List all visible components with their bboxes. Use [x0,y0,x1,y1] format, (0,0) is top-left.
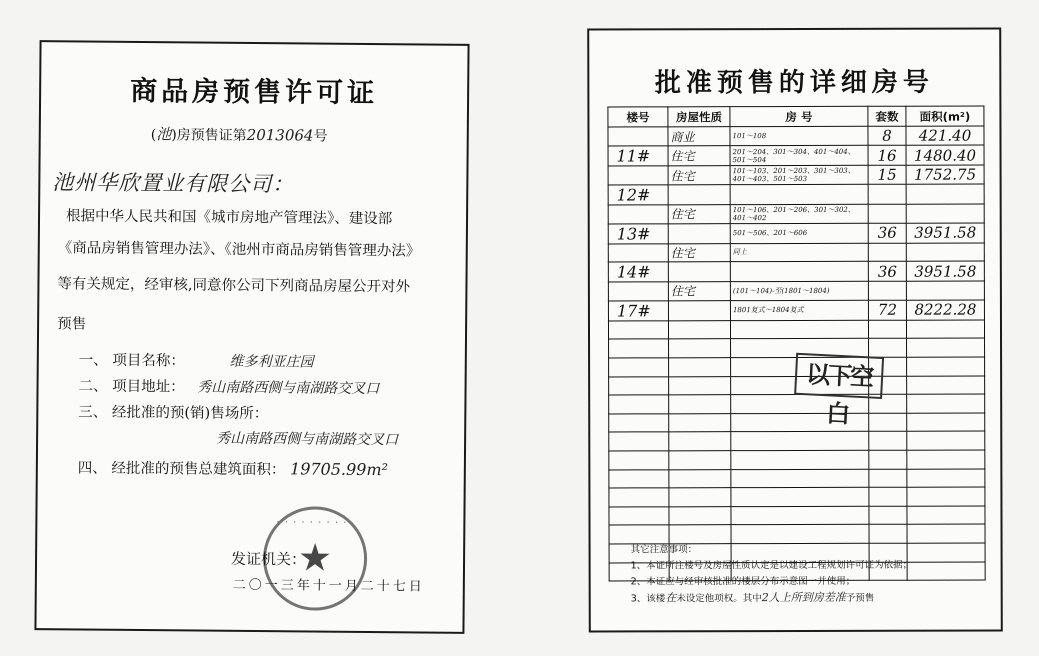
cell-count [869,469,907,488]
cell-building: 13# [608,223,668,243]
cell-building [609,469,669,488]
cell-rooms [731,506,869,525]
cell-type [669,506,731,525]
table-row [609,394,985,414]
cell-area [907,394,985,413]
remainder-blank-stamp: 以下空白 [794,353,884,399]
item-total-area: 四、 经批准的预售总建筑面积： 19705.99m² [77,459,389,480]
cell-rooms: 同上 [730,243,868,262]
cert-suffix: 号 [313,128,328,145]
table-row [608,281,984,301]
body-line-4: 预售 [57,316,87,333]
cell-type [669,358,731,377]
table-row [609,506,985,526]
header-type: 房屋性质 [668,107,730,127]
table-row [608,261,984,282]
cell-rooms [731,450,869,469]
cell-area [907,376,985,395]
item-project-name: 一、 项目名称： 维多利亚庄园 [78,352,314,371]
cell-count: 8 [868,126,906,145]
cell-type [669,376,731,395]
cell-rooms: 1801复式～1804复式 [730,300,868,320]
cell-building [608,243,668,262]
cell-count [869,525,907,544]
cell-area [907,487,985,506]
cell-rooms [731,432,869,451]
cell-area [907,524,985,543]
project-address-value: 秀山南路西侧与南湖路交叉口 [197,379,380,398]
cell-building [609,488,669,507]
cell-building [608,166,668,185]
cell-count [868,204,906,223]
cell-count [869,506,907,525]
cell-building: 17# [608,301,668,321]
issue-date: 二〇一三年十一月二十七日 [232,577,425,595]
body-line-3: 等有关规定，经审核,同意你公司下列商品房屋公开对外 [57,276,411,296]
cell-rooms: 501～506、201～606 [730,223,868,243]
cell-building [608,127,668,146]
cell-rooms [730,184,868,204]
cell-type [669,469,731,488]
table-row [608,126,984,146]
cell-area: 1752.75 [906,165,984,184]
issuer-label: 发证机关： [230,549,307,569]
cell-count [868,184,906,204]
cell-rooms [731,469,869,488]
cell-count [869,487,907,506]
cell-count: 16 [868,145,906,165]
cell-type [668,223,730,243]
cell-rooms [730,261,868,281]
cell-rooms [731,487,869,506]
item-sales-location-label: 三、 经批准的预(销)售场所： [78,404,269,423]
total-area-value: 19705.99m² [289,459,389,480]
cell-type [669,451,731,470]
cell-type [669,413,731,432]
note-1: 1、本证所注楼号及房屋性质认定是以建设工程规划许可证为依据； [630,559,913,572]
cert-prefix: ( [150,127,157,144]
cell-building [609,358,669,377]
cell-building [609,432,669,451]
cell-count [869,432,907,451]
cell-count [869,450,907,469]
presale-permit-sheet [34,40,469,634]
project-name-value: 维多利亚庄园 [229,353,314,371]
cell-type [669,432,731,451]
cell-area: 8222.28 [906,300,984,320]
cell-area [907,506,985,525]
cell-area [907,562,985,581]
header-rooms: 房 号 [730,106,868,126]
cell-type [669,395,731,414]
cell-type [668,185,730,205]
cell-type [669,525,731,544]
cell-building [609,414,669,433]
cell-count: 72 [868,300,906,320]
table-header-row [608,106,984,127]
cell-area: 1480.40 [906,145,984,165]
table-row [609,450,985,470]
cell-area: 3951.58 [906,223,984,243]
cell-type [668,300,730,320]
cell-building [608,321,668,340]
cell-area [906,281,984,300]
table-row [608,223,984,244]
cell-building: 14# [608,262,668,282]
cell-type: 住宅 [668,282,730,301]
cell-building [609,395,669,414]
cell-area [907,469,985,488]
cell-rooms: 101～106、201～206、301～302、401～402 [730,204,868,223]
cell-rooms: 201～204、301～304、401～404、501～504 [730,145,868,165]
cell-area [907,543,985,562]
header-count: 套数 [868,106,906,126]
cell-building: 12# [608,185,668,205]
table-row [608,300,984,321]
cell-area [906,243,984,262]
cert-middle: )房预售证第 [171,127,247,144]
cell-area: 421.40 [906,126,984,145]
cell-area [907,413,985,432]
cell-building [609,451,669,470]
table-row [609,524,985,544]
cell-area [907,338,985,357]
cell-type: 商业 [668,127,730,146]
seal-star-icon: ★ [297,535,333,580]
cell-count [868,320,906,339]
table-row [609,469,985,489]
cell-area [906,204,984,223]
company-name: 池州华欣置业有限公司： [52,170,295,197]
table-row [608,204,984,224]
cell-building [609,376,669,395]
cell-count: 36 [868,223,906,243]
cell-building: 11# [608,146,668,166]
cell-type: 住宅 [668,205,730,224]
cell-area: 3951.58 [906,261,984,281]
table-row [608,184,984,205]
cell-count [869,413,907,432]
table-row [609,413,985,433]
cell-area [906,320,984,339]
cell-type: 住宅 [668,166,730,185]
notes-title: 其它注意事项： [630,544,698,556]
cell-count: 36 [868,261,906,281]
cell-building [608,282,668,301]
cell-area [907,450,985,469]
table-row [608,165,984,185]
table-row [608,320,984,340]
header-area: 面积(m²) [906,106,984,126]
cell-building [608,205,668,224]
table-row [608,243,984,263]
cell-area [907,431,985,450]
cell-building [609,339,669,358]
permit-title: 商品房预售许可证 [130,75,379,110]
cell-type [669,488,731,507]
cert-number: 2013064 [246,125,314,145]
table-row [608,145,984,166]
unit-detail-table [607,106,985,582]
seal-ring-text: · · · · · · · · · [276,517,348,529]
unit-list-sheet [587,27,1003,632]
body-line-1: 根据中华人民共和国《城市房地产管理法》、建设部 [65,208,393,228]
table-row [609,431,985,451]
cell-type: 住宅 [668,146,730,166]
cell-rooms: (101～104)-至(1801～1804) [730,281,868,300]
sales-location-value: 秀山南路西侧与南湖路交叉口 [216,430,399,449]
unit-list-title: 批准预售的详细房号 [654,67,934,99]
cell-area [907,357,985,376]
notes-section [631,542,913,608]
note-2: 2、本证应与经审核批准的楼层分布示意图一并使用； [630,575,856,588]
cell-count [869,339,907,358]
cell-type [668,262,730,282]
body-line-2: 《商品房销售管理办法》、《池州市商品房销售管理办法》 [57,240,421,260]
header-building: 楼号 [608,107,668,127]
cell-count: 15 [868,165,906,184]
cell-count [868,243,906,262]
cell-building [609,525,669,544]
table-row [609,487,985,507]
cell-count [868,281,906,300]
cell-rooms: 101～103、201～203、301～303、401～403、501～503 [730,165,868,184]
cell-type [668,320,730,339]
cell-building [609,507,669,526]
cert-city: 池 [156,125,172,144]
cell-rooms: 101～108 [730,126,868,145]
note-3: 3、该楼在未设定他项权。其中2人上所到房差准予预售 [630,590,875,605]
cell-area [906,184,984,204]
cell-rooms [730,320,868,339]
item-project-address: 二、 项目地址： 秀山南路西侧与南湖路交叉口 [78,378,380,398]
cell-type [669,339,731,358]
cell-rooms [731,525,869,544]
cell-type: 住宅 [668,243,730,262]
certificate-number-line [151,123,328,146]
